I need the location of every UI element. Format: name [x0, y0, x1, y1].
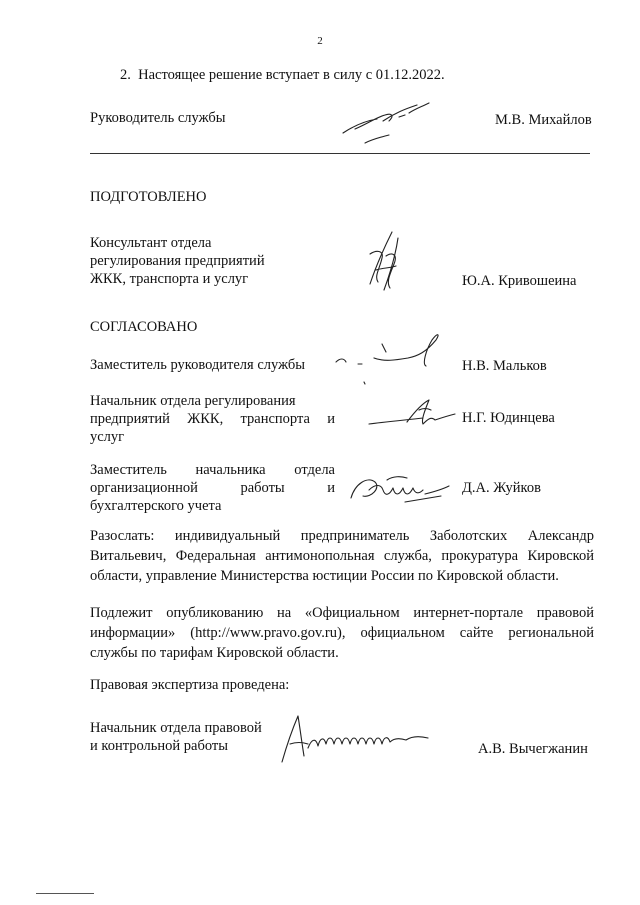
head-signature — [325, 95, 445, 155]
prepared-signature — [362, 228, 412, 298]
expertise-note: Правовая экспертиза проведена: — [90, 677, 290, 693]
prepared-name: Ю.А. Кривошеина — [462, 273, 577, 289]
agreed-signer-2-role — [90, 392, 335, 446]
role-line: Заместитель руководителя службы — [90, 357, 306, 373]
role-line: услуг — [90, 429, 125, 445]
head-role: Руководитель службы — [90, 110, 226, 126]
head-name: М.В. Михайлов — [495, 112, 592, 128]
item-number: 2. — [120, 67, 131, 83]
legal-role — [90, 719, 262, 755]
role-line: организационной работы и — [90, 480, 335, 496]
decision-item-2 — [120, 67, 445, 84]
agreed-signer-1-signature — [330, 330, 450, 390]
agreed-signer-3-name: Д.А. Жуйков — [462, 480, 541, 496]
page-number: 2 — [317, 35, 323, 47]
role-line: Начальник отдела правовой — [90, 720, 262, 736]
role-line: бухгалтерского учета — [90, 498, 222, 514]
role-line: Начальник отдела регулирования — [90, 393, 296, 409]
legal-signature — [268, 708, 438, 768]
agreed-heading: СОГЛАСОВАНО — [90, 319, 198, 335]
agreed-signer-1-role — [90, 356, 305, 374]
prepared-heading: ПОДГОТОВЛЕНО — [90, 189, 207, 205]
prepared-role-line: ЖКК, транспорта и услуг — [90, 271, 249, 287]
signature-rule — [90, 153, 590, 154]
role-line: предприятий ЖКК, транспорта и — [90, 411, 335, 427]
legal-name: А.В. Вычегжанин — [478, 741, 588, 757]
agreed-signer-3-role — [90, 461, 335, 515]
role-line: Заместитель начальника отдела — [90, 462, 335, 478]
agreed-signer-2-signature — [365, 392, 460, 437]
footer-rule — [36, 893, 94, 894]
prepared-role-line: Консультант отдела — [90, 235, 212, 251]
agreed-signer-2-name: Н.Г. Юдинцева — [462, 410, 555, 426]
prepared-role — [90, 234, 265, 288]
distribution-paragraph: Разослать: индивидуальный предприниматель Заболотских Александр Витальевич, Федеральная антимонопольная служба, прокуратура Кировской области, управление Министерства юстиции России по Кировской области. — [90, 528, 594, 584]
publication-paragraph: Подлежит опубликованию на «Официальном интернет-портале правовой информации» (http://www.pravo.gov.ru), официальном сайте региональной службы по тарифам Кировской области. — [90, 605, 594, 661]
item-text: Настоящее решение вступает в силу с 01.12.2022. — [138, 67, 445, 83]
role-line: и контрольной работы — [90, 738, 228, 754]
agreed-signer-1-name: Н.В. Мальков — [462, 358, 547, 374]
prepared-role-line: регулирования предприятий — [90, 253, 265, 269]
agreed-signer-3-signature — [345, 466, 460, 511]
